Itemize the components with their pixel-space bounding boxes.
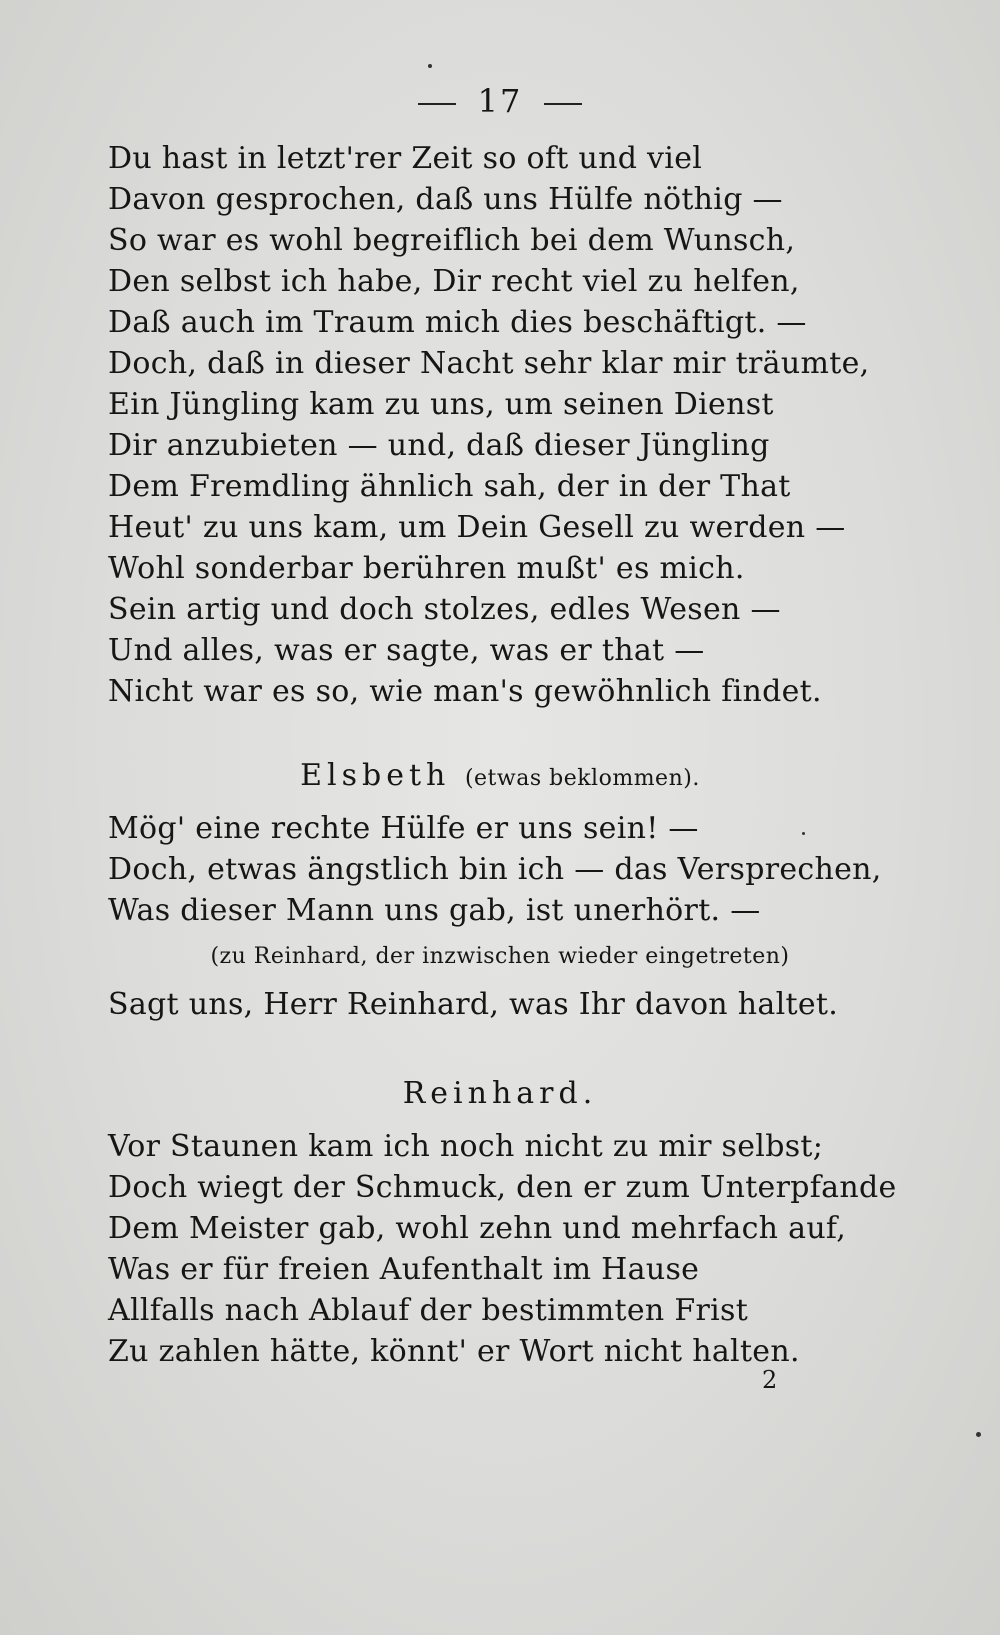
verse-line: Daß auch im Traum mich dies beschäftigt. — <box>108 305 807 340</box>
verse-line: Mög' eine rechte Hülfe er uns sein! — <box>108 811 699 846</box>
verse-line: Sein artig und doch stolzes, edles Wesen — <box>108 592 781 627</box>
print-speck <box>428 64 432 68</box>
page-header <box>0 82 1000 120</box>
verse-line: So war es wohl begreiflich bei dem Wunsch, <box>108 223 796 258</box>
verse-line: Ein Jüngling kam zu uns, um seinen Dienst <box>108 387 774 422</box>
verse-passage-4 <box>108 1126 897 1372</box>
signature-mark: 2 <box>762 1366 778 1394</box>
verse-line: Heut' zu uns kam, um Dein Gesell zu werden — <box>108 510 846 545</box>
speaker-note: (etwas beklommen). <box>464 766 700 791</box>
print-speck <box>802 832 805 835</box>
speaker-heading-elsbeth <box>0 758 1000 793</box>
verse-line: Was er für freien Aufenthalt im Hause <box>108 1252 700 1287</box>
verse-line: Was dieser Mann uns gab, ist unerhört. — <box>108 893 761 928</box>
verse-line: Doch, daß in dieser Nacht sehr klar mir träumte, <box>108 346 870 381</box>
verse-line: Dem Fremdling ähnlich sah, der in der That <box>108 469 791 504</box>
verse-line: Du hast in letzt'rer Zeit so oft und viel <box>108 141 703 176</box>
stage-direction: (zu Reinhard, der inzwischen wieder eingetreten) <box>210 944 790 969</box>
verse-line: Dir anzubieten — und, daß dieser Jüngling <box>108 428 770 463</box>
verse-passage-2 <box>108 808 882 931</box>
verse-line: Zu zahlen hätte, könnt' er Wort nicht halten. <box>108 1334 800 1369</box>
speaker-name: Elsbeth <box>300 758 451 793</box>
page-number: 17 <box>477 82 523 120</box>
verse-line: Doch wiegt der Schmuck, den er zum Unterpfande <box>108 1170 897 1205</box>
verse-passage-1 <box>108 138 870 712</box>
verse-line: Sagt uns, Herr Reinhard, was Ihr davon haltet. <box>108 987 839 1022</box>
verse-line: Nicht war es so, wie man's gewöhnlich findet. <box>108 674 822 709</box>
verse-line: Davon gesprochen, daß uns Hülfe nöthig — <box>108 182 783 217</box>
verse-line: Doch, etwas ängstlich bin ich — das Versprechen, <box>108 852 882 887</box>
verse-line: Den selbst ich habe, Dir recht viel zu helfen, <box>108 264 800 299</box>
print-speck <box>976 1432 981 1437</box>
verse-line: Vor Staunen kam ich noch nicht zu mir selbst; <box>108 1129 824 1164</box>
speaker-heading-reinhard <box>0 1076 1000 1111</box>
verse-line: Allfalls nach Ablauf der bestimmten Frist <box>108 1293 749 1328</box>
verse-line: Und alles, was er sagte, was er that — <box>108 633 705 668</box>
verse-line: Wohl sonderbar berühren mußt' es mich. <box>108 551 745 586</box>
header-dash-left <box>418 103 456 105</box>
speaker-name: Reinhard. <box>402 1076 598 1111</box>
verse-passage-3 <box>108 984 839 1025</box>
verse-line: Dem Meister gab, wohl zehn und mehrfach auf, <box>108 1211 847 1246</box>
header-dash-right <box>544 103 582 105</box>
